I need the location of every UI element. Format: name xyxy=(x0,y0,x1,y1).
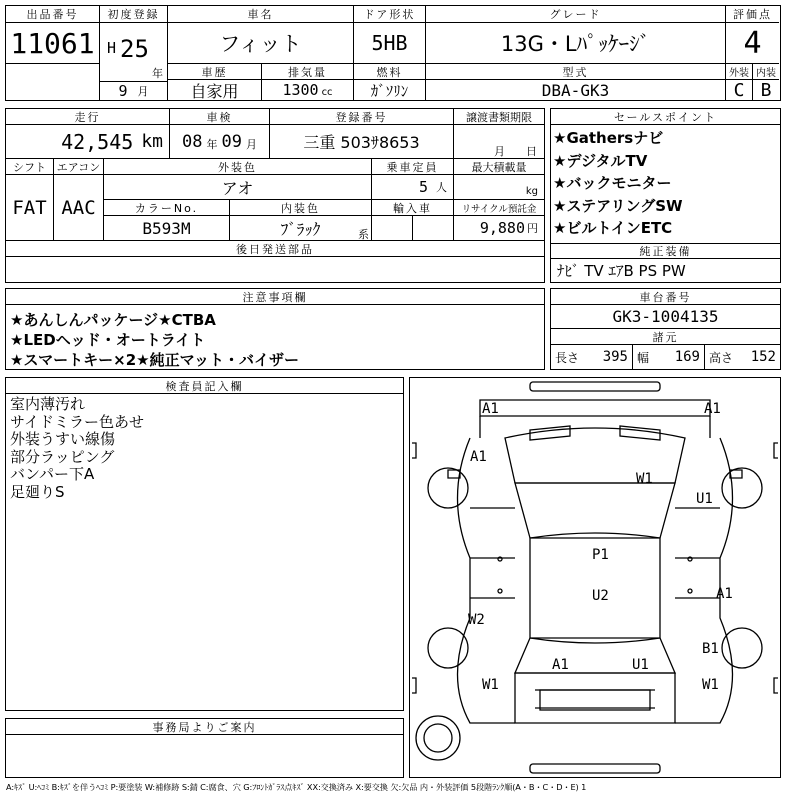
width-cell xyxy=(633,345,705,369)
ac-label: エアコン xyxy=(54,159,104,175)
lot-number: 11061 xyxy=(6,23,100,63)
transfer-day-unit: 日 xyxy=(526,145,537,158)
car-outline-graphic xyxy=(410,378,780,777)
recycle-unit: 円 xyxy=(527,222,538,235)
shift-label: シフト xyxy=(6,159,54,175)
ext-grade: C xyxy=(726,80,753,100)
seats-value: 5 xyxy=(418,178,428,196)
load-label: 最大積載量 xyxy=(454,159,544,175)
model-name: フィット xyxy=(168,23,354,64)
office-label: 事務局よりご案内 xyxy=(6,719,403,735)
damage-mark-roof-front: P1 xyxy=(592,547,609,563)
later-parts-value xyxy=(6,257,544,281)
disp-value: 1300 xyxy=(282,81,319,99)
import-cell-b xyxy=(413,216,454,241)
inspection-label: 車検 xyxy=(170,109,270,125)
color-label: 外装色 xyxy=(104,159,372,175)
seats-unit: 人 xyxy=(436,181,447,194)
inspector-line: 足廻りS xyxy=(10,482,65,501)
damage-mark-front-right-bumper: A1 xyxy=(704,401,721,417)
width-value: 169 xyxy=(674,349,700,365)
notes-label: 注意事項欄 xyxy=(6,289,544,305)
inspector-section xyxy=(5,377,404,711)
lot-label: 出品番号 xyxy=(6,6,100,23)
door-type: 5HB xyxy=(354,23,426,64)
reg-era: H xyxy=(107,39,117,57)
reg-year-cell xyxy=(100,23,168,81)
sales-section xyxy=(550,108,781,283)
legend-text: A:ｷｽﾞ U:ﾍｺﾐ B:ｷｽﾞを伴うﾍｺﾐ P:要塗装 W:補修跡 S:錆 C:腐食、穴 G:ﾌﾛﾝﾄｶﾞﾗｽ点ｷｽﾞ XX:交換済み X:要交換 欠:欠品 内・外装評価 5段階ﾗﾝｸ順(A・B・C・D・E) 1 xyxy=(6,782,587,792)
inspection-cell xyxy=(170,125,270,158)
reg-year-unit: 年 xyxy=(152,67,163,80)
transfer-label: 譲渡書類期限 xyxy=(454,109,544,125)
import-cell-a xyxy=(372,216,413,241)
seats-label: 乗車定員 xyxy=(372,159,454,175)
later-parts-label: 後日発送部品 xyxy=(6,241,544,257)
height-label: 高さ xyxy=(709,350,734,365)
reg-month-cell xyxy=(100,81,168,100)
sales-item: ★バックモニター xyxy=(553,174,672,192)
notes-line: ★あんしんパッケージ★CTBA xyxy=(10,311,216,329)
fuel-value: ｶﾞｿﾘﾝ xyxy=(354,80,426,100)
damage-mark-right-fender: U1 xyxy=(696,491,713,507)
length-cell xyxy=(551,345,633,369)
damage-mark-front-left-bumper: A1 xyxy=(482,401,499,417)
reg-year: 25 xyxy=(120,35,149,63)
height-value: 152 xyxy=(750,349,776,365)
intcolor-label: 内装色 xyxy=(230,200,372,216)
mileage-value: 42,545 xyxy=(61,129,134,154)
notes-section xyxy=(5,288,545,370)
type-value: DBA-GK3 xyxy=(426,80,726,100)
damage-mark-left-rear-door: W2 xyxy=(468,612,485,628)
transfer-month-unit: 月 xyxy=(494,145,505,158)
length-label: 長さ xyxy=(555,350,580,365)
int-label: 内装 xyxy=(753,64,779,80)
mileage-unit: km xyxy=(141,131,163,152)
intcolor-value: ﾌﾞﾗｯｸ xyxy=(280,219,321,239)
equip-value: ﾅﾋﾞ TV ｴｱB PS PW xyxy=(557,262,686,280)
chassis-section xyxy=(550,288,781,370)
damage-mark-hood: W1 xyxy=(636,471,653,487)
insp-year: 08 xyxy=(182,131,203,152)
disp-label: 排気量 xyxy=(262,64,354,80)
score-value: 4 xyxy=(726,23,779,64)
reg-month: 9 xyxy=(118,82,128,100)
mileage-cell xyxy=(6,125,170,158)
inspector-line: サイドミラー色あせ xyxy=(10,412,144,431)
plate-label: 登録番号 xyxy=(270,109,454,125)
height-cell xyxy=(705,345,780,369)
damage-mark-tailgate-right: U1 xyxy=(632,657,649,673)
damage-mark-right-rear-door: A1 xyxy=(716,586,733,602)
length-value: 395 xyxy=(602,349,628,365)
sales-item: ★ビルトインETC xyxy=(553,219,673,237)
inspector-label: 検査員記入欄 xyxy=(6,378,403,394)
intcolor-unit: 系 xyxy=(358,228,369,241)
recycle-cell xyxy=(454,216,544,241)
damage-mark-roof-rear: U2 xyxy=(592,588,609,604)
ac-value: AAC xyxy=(54,175,104,241)
header-section xyxy=(5,5,781,101)
inspector-line: 部分ラッピング xyxy=(10,447,115,466)
mileage-label: 走行 xyxy=(6,109,170,125)
recycle-label: リサイクル預託金 xyxy=(454,200,544,216)
type-label: 型式 xyxy=(426,64,726,80)
insp-month-unit: 月 xyxy=(245,137,257,151)
score-label: 評価点 xyxy=(726,6,779,23)
inspector-line: 室内薄汚れ xyxy=(10,395,86,413)
notes-line: ★スマートキー×2★純正マット・バイザー xyxy=(10,351,300,369)
inspector-line: バンパー下A xyxy=(10,465,95,483)
damage-mark-right-rear-fender: B1 xyxy=(702,641,719,657)
reg-month-unit: 月 xyxy=(137,85,149,98)
lot-blank xyxy=(6,63,100,100)
grade-label: グレード xyxy=(426,6,726,23)
reg-label: 初度登録 xyxy=(100,6,168,23)
dims-label: 諸元 xyxy=(551,329,780,345)
registration-section xyxy=(5,108,545,159)
intcolor-cell xyxy=(230,216,372,241)
color-value: アオ xyxy=(104,175,372,200)
chassis-value: GK3-1004135 xyxy=(551,305,780,329)
damage-mark-left-fender: A1 xyxy=(470,449,487,465)
ext-label: 外装 xyxy=(726,64,753,80)
colorno-value: B593M xyxy=(104,216,230,241)
notes-line: ★LEDヘッド・オートライト xyxy=(10,331,206,349)
disp-cell xyxy=(262,80,354,100)
transfer-cell xyxy=(454,125,544,158)
fuel-label: 燃料 xyxy=(354,64,426,80)
equip-label: 純正装備 xyxy=(551,243,780,259)
model-label: 車名 xyxy=(168,6,354,23)
spec-section xyxy=(5,159,545,283)
load-unit: kg xyxy=(525,185,538,197)
grade-value: 13G・Lﾊﾟｯｹｰｼﾞ xyxy=(426,23,726,64)
recycle-value: 9,880 xyxy=(479,219,525,237)
chassis-label: 車台番号 xyxy=(551,289,780,305)
disp-unit: cc xyxy=(321,86,333,98)
sales-label: セールスポイント xyxy=(551,109,780,125)
sales-item: ★デジタルTV xyxy=(553,151,648,170)
seats-cell xyxy=(372,175,454,200)
sales-item: ★Gathersナビ xyxy=(553,129,664,147)
door-label: ドア形状 xyxy=(354,6,426,23)
import-label: 輸入車 xyxy=(372,200,454,216)
width-label: 幅 xyxy=(637,350,650,365)
sales-item: ★ステアリングSW xyxy=(553,196,683,215)
car-diagram xyxy=(409,377,781,778)
plate-value: 三重 503ｻ8653 xyxy=(270,125,454,158)
office-section xyxy=(5,718,404,778)
insp-year-unit: 年 xyxy=(206,137,218,151)
load-cell xyxy=(454,175,544,200)
shift-value: FAT xyxy=(6,175,54,241)
inspector-line: 外装うすい線傷 xyxy=(10,430,116,448)
history-label: 車歴 xyxy=(168,64,262,80)
colorno-label: カラーNo. xyxy=(104,200,230,216)
damage-mark-rear-right: W1 xyxy=(702,677,719,693)
history-value: 自家用 xyxy=(168,80,262,100)
int-grade: B xyxy=(760,80,772,100)
damage-mark-rear-left: W1 xyxy=(482,677,499,693)
damage-mark-tailgate-left: A1 xyxy=(552,657,569,673)
insp-month: 09 xyxy=(221,131,242,152)
